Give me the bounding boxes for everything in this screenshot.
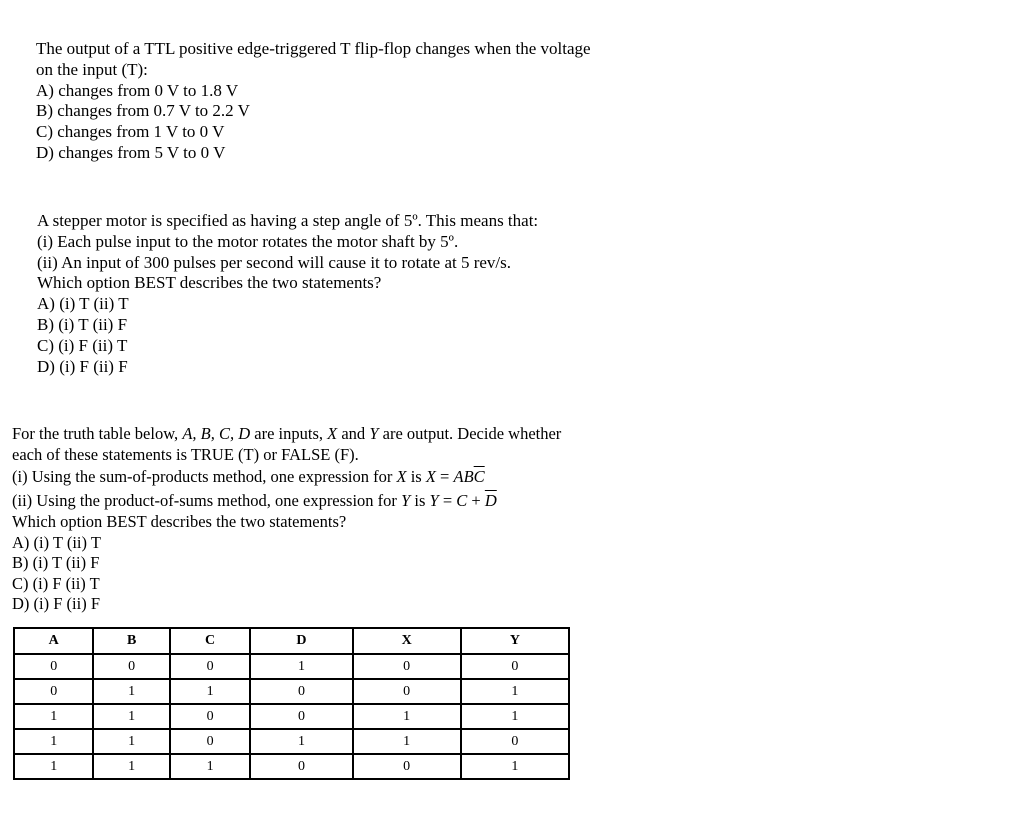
- table-cell: 0: [354, 655, 462, 680]
- statement-text: (ii) Using the product-of-sums method, one expression for: [12, 490, 402, 510]
- plus-sign: +: [467, 490, 485, 510]
- question-2-statement-i: (i) Each pulse input to the motor rotates the motor shaft by 5º.: [37, 231, 459, 251]
- table-cell: 1: [462, 705, 568, 730]
- table-cell: 0: [171, 730, 251, 755]
- table-cell: 0: [171, 705, 251, 730]
- header-b: B: [94, 629, 170, 655]
- question-3-option-d: D) (i) F (ii) F: [12, 594, 100, 613]
- table-cell: 0: [251, 680, 353, 705]
- question-1-option-d: D) changes from 5 V to 0 V: [36, 142, 226, 162]
- equation-lhs-x: X: [425, 467, 436, 486]
- question-2-prompt: Which option BEST describes the two statements?: [37, 273, 382, 293]
- question-2-statement-ii: (ii) An input of 300 pulses per second will cause it to rotate at 5 rev/s.: [37, 252, 512, 272]
- header-y: Y: [462, 629, 568, 655]
- equation-term-ab: AB: [453, 467, 474, 486]
- stem-text: and: [337, 424, 370, 443]
- stem-text: are inputs,: [250, 424, 328, 443]
- table-cell: 0: [462, 655, 568, 680]
- question-3-stem-line-2: each of these statements is TRUE (T) or FALSE (F).: [12, 444, 359, 464]
- table-cell: 1: [94, 705, 170, 730]
- table-cell: 1: [354, 730, 462, 755]
- table-cell: 1: [15, 755, 94, 778]
- truth-table: [13, 627, 570, 780]
- statement-text: is: [406, 467, 426, 486]
- question-1-option-a: A) changes from 0 V to 1.8 V: [36, 80, 239, 100]
- equals-sign: =: [438, 490, 457, 510]
- question-1-stem-line-2: on the input (T):: [36, 59, 148, 79]
- question-3-statement-ii: [12, 489, 561, 513]
- question-3-option-a: A) (i) T (ii) T: [12, 532, 101, 552]
- table-cell: 0: [462, 730, 568, 755]
- question-3-option-b: B) (i) T (ii) F: [12, 553, 100, 572]
- table-cell: 0: [251, 755, 353, 778]
- question-1: [36, 39, 591, 164]
- input-variables: A, B, C, D: [182, 424, 251, 443]
- question-1-option-b: B) changes from 0.7 V to 2.2 V: [36, 101, 250, 121]
- table-cell: 0: [15, 655, 94, 680]
- question-3-option-c: C) (i) F (ii) T: [12, 573, 100, 593]
- table-cell: 0: [354, 680, 462, 705]
- equals-sign: =: [435, 467, 454, 486]
- statement-text: is: [410, 490, 430, 510]
- question-3-stem-line-1: [12, 424, 561, 445]
- variable-x: X: [396, 467, 407, 486]
- stem-text: For the truth table below,: [12, 424, 183, 443]
- header-d: D: [251, 629, 353, 655]
- table-row: [15, 680, 568, 705]
- table-row: [15, 730, 568, 755]
- equation-term-c-bar: $\overline{C}$: [473, 467, 485, 486]
- table-cell: 1: [251, 655, 353, 680]
- table-cell: 0: [354, 755, 462, 778]
- equation-term-d-bar: $\overline{D}$: [484, 490, 497, 510]
- header-x: X: [354, 629, 462, 655]
- statement-text: (i) Using the sum-of-products method, one expression for: [12, 467, 397, 486]
- table-cell: 1: [511, 758, 519, 774]
- truth-table-header-row: [15, 629, 568, 655]
- table-cell: 0: [15, 680, 94, 705]
- table-cell: 1: [171, 680, 251, 705]
- question-1-option-c: C) changes from 1 V to 0 V: [36, 122, 225, 142]
- question-3-statement-i: [12, 465, 561, 489]
- table-cell: 1: [94, 680, 170, 705]
- table-row: [15, 755, 568, 778]
- header-a: A: [15, 629, 94, 655]
- question-2-option-a: A) (i) T (ii) T: [37, 294, 129, 314]
- question-1-stem-line-1: The output of a TTL positive edge-triggered T flip-flop changes when the voltage: [36, 39, 591, 58]
- variable-y: Y: [401, 490, 411, 510]
- table-cell: 1: [171, 755, 251, 778]
- table-cell: 1: [94, 730, 170, 755]
- table-cell: 1: [354, 705, 462, 730]
- table-cell: 1: [15, 730, 94, 755]
- table-cell: 0: [94, 655, 170, 680]
- stem-text: are output. Decide whether: [378, 424, 562, 443]
- table-cell: 1: [15, 705, 94, 730]
- table-cell: 0: [171, 655, 251, 680]
- table-cell: 1: [94, 755, 170, 778]
- question-2-option-b: B) (i) T (ii) F: [37, 314, 128, 334]
- table-row: [15, 705, 568, 730]
- question-2-option-d: D) (i) F (ii) F: [37, 356, 128, 376]
- table-cell: 1: [251, 730, 353, 755]
- question-3: [12, 424, 561, 615]
- header-c: C: [171, 629, 251, 655]
- table-cell: 0: [251, 705, 353, 730]
- output-variable-y: Y: [369, 424, 379, 443]
- question-3-prompt: Which option BEST describes the two statements?: [12, 512, 347, 531]
- table-cell: 1: [462, 680, 568, 705]
- question-2-stem: A stepper motor is specified as having a step angle of 5º. This means that:: [37, 211, 539, 230]
- output-variable-x: X: [327, 424, 338, 443]
- equation-lhs-y: Y: [429, 490, 439, 510]
- question-2: [37, 211, 538, 377]
- equation-term-c: C: [456, 490, 468, 510]
- question-2-option-c: C) (i) F (ii) T: [37, 335, 128, 355]
- table-row: [15, 655, 568, 680]
